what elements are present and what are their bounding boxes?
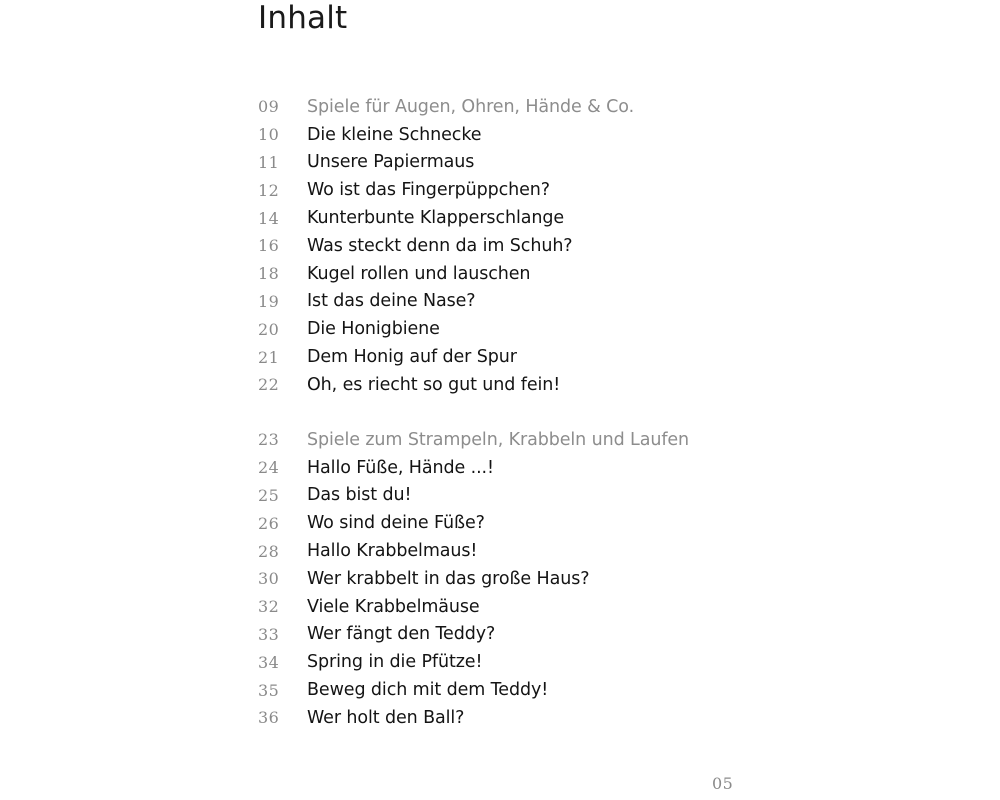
toc-entry-title: Was steckt denn da im Schuh? [307, 235, 573, 256]
toc-entry-title: Wer krabbelt in das große Haus? [307, 568, 590, 589]
toc-section-heading[interactable] [258, 426, 778, 454]
toc-entry[interactable] [258, 648, 778, 676]
toc-entry-title: Hallo Krabbelmaus! [307, 541, 478, 562]
toc-page-number: 33 [258, 624, 280, 644]
toc-page-number: 36 [258, 708, 280, 728]
toc-page-number: 14 [258, 208, 280, 228]
toc-entry[interactable] [258, 565, 778, 593]
toc-entry-title: Hallo Füße, Hände ...! [307, 457, 494, 478]
toc-page-number: 09 [258, 97, 280, 117]
toc-page-number: 16 [258, 236, 280, 256]
toc-entry[interactable] [258, 621, 778, 649]
toc-entry-title: Dem Honig auf der Spur [307, 347, 517, 368]
toc-entry-title: Ist das deine Nase? [307, 291, 476, 312]
toc-entry[interactable] [258, 482, 778, 510]
toc-entry-title: Spring in die Pfütze! [307, 652, 483, 673]
toc-entry[interactable] [258, 537, 778, 565]
toc-page-number: 24 [258, 458, 280, 478]
toc-entry[interactable] [258, 149, 778, 177]
toc-entry[interactable] [258, 371, 778, 399]
toc-page-number: 10 [258, 125, 280, 145]
toc-page-number: 21 [258, 347, 280, 367]
toc-page-number: 25 [258, 485, 280, 505]
toc-entry[interactable] [258, 232, 778, 260]
toc-page-number: 19 [258, 291, 280, 311]
toc-page-number: 12 [258, 180, 280, 200]
toc-entry-title: Die kleine Schnecke [307, 124, 482, 145]
toc-page-number: 30 [258, 569, 280, 589]
page-number: 05 [712, 774, 734, 793]
toc-entry[interactable] [258, 121, 778, 149]
toc-page-number: 28 [258, 541, 280, 561]
toc-entry[interactable] [258, 315, 778, 343]
toc-entry-title: Die Honigbiene [307, 319, 440, 340]
toc-section-title: Spiele zum Strampeln, Krabbeln und Laufen [307, 429, 690, 450]
toc-entry[interactable] [258, 176, 778, 204]
toc-entry[interactable] [258, 260, 778, 288]
toc-entry[interactable] [258, 676, 778, 704]
toc-entry[interactable] [258, 509, 778, 537]
toc-page-number: 20 [258, 319, 280, 339]
toc-section-heading[interactable] [258, 93, 778, 121]
toc-entry-title: Wer holt den Ball? [307, 707, 465, 728]
toc-entry-title: Das bist du! [307, 485, 412, 506]
toc-section-title: Spiele für Augen, Ohren, Hände & Co. [307, 96, 635, 117]
toc-entry-title: Wo ist das Fingerpüppchen? [307, 180, 550, 201]
toc-entry-title: Beweg dich mit dem Teddy! [307, 680, 549, 701]
toc-page-number: 11 [258, 152, 280, 172]
toc-entry[interactable] [258, 343, 778, 371]
toc-page-number: 18 [258, 264, 280, 284]
toc-entry[interactable] [258, 204, 778, 232]
page-title: Inhalt [258, 0, 348, 36]
toc-entry[interactable] [258, 288, 778, 316]
toc-entry-title: Unsere Papiermaus [307, 152, 475, 173]
toc-page-number: 23 [258, 430, 280, 450]
toc-page-number: 32 [258, 597, 280, 617]
toc-entry-title: Wo sind deine Füße? [307, 513, 485, 534]
toc-page-number: 34 [258, 652, 280, 672]
toc-page-number: 35 [258, 680, 280, 700]
toc-page-number: 22 [258, 375, 280, 395]
toc-entry[interactable] [258, 454, 778, 482]
toc-section [258, 93, 778, 399]
toc-entry-title: Kunterbunte Klapperschlange [307, 208, 565, 229]
toc-section [258, 426, 778, 732]
toc-entry-title: Wer fängt den Teddy? [307, 624, 496, 645]
toc-page-number: 26 [258, 513, 280, 533]
toc-entry-title: Kugel rollen und lauschen [307, 263, 531, 284]
toc-entry[interactable] [258, 704, 778, 732]
toc-entry[interactable] [258, 593, 778, 621]
toc-entry-title: Viele Krabbelmäuse [307, 596, 480, 617]
toc-entry-title: Oh, es riecht so gut und fein! [307, 374, 561, 395]
